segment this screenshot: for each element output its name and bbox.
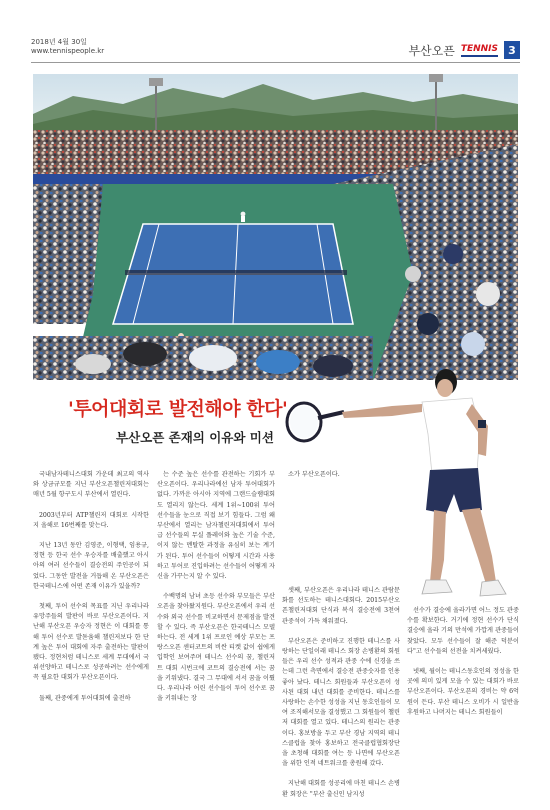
stadium-illustration (33, 74, 518, 380)
paragraph: 지난해 대회를 성공리에 마친 테니스 손병환 회장은 "부산 출신인 남지성 (282, 780, 400, 798)
paragraph: 셋째, 부산오픈은 우리나라 테니스 관람문화를 선도하는 테니스대회다. 2015부산오픈챌린저대회 단식과 복식 결승전에 3천여 관중석이 가득 채워졌다. (282, 587, 400, 625)
paragraph: 넷째, 월이는 테니스동호인의 정성을 한곳에 의미 있게 모을 수 있는 대회가 바로 부산오픈이다. 부산오픈의 경비는 약 6억원이 든다. 부산 테니스 오비가 시 일반을 후원하고 나머지는 테니스 회원들이 (407, 668, 519, 716)
paragraph: 소가 부산오픈이다. (288, 471, 340, 478)
paragraph: 국내남자테니스대회 가운데 최고의 역사와 상금규모를 지닌 부산오픈챌린저대회는 매년 5월 항구도시 부산에서 열린다. (33, 471, 149, 499)
paragraph: 2003년부터 ATP챌린저 대회로 시작한 지 올해로 16번째를 맞는다. (33, 511, 149, 529)
stadium-photo (33, 74, 518, 380)
article-column-3 (282, 586, 400, 810)
paragraph: 는 수준 높은 선수를 관전하는 기회가 부산오픈이다. 우리나라에선 남자 투어대회가 없다. 가까운 아시아 지역에 그랜드슬램대회도 열리지 않는다. 세계 1위~100위 투어 선수들을 눈으로 직접 보기 힘들다. 그럼 왜 부산에서 열리는 남자챌린저대회에서 투어급 선수들의 무실 플레이와 높은 기술 수준, 이지 않는 멘탈한 과정을 유심히 보는 계기가 된다. 투어 선수들이 어떻게 시간과 사용하고 투어로 진입하려는 선수들이 어떻게 자신을 가꾸는지 알 수 있다. (157, 471, 275, 581)
paragraph: 선수가 결승에 올라가면 어느 정도 관중 수를 확보한다. 거기에 정현 선수가 단식 결승에 올라 기의 만석에 가깝게 관중들이 찾았다. 모두 선수들이 잘 해준 덕분이다"고 선수들의 선전을 치켜세웠다. (407, 607, 519, 655)
website-url[interactable]: www.tennispeople.kr (31, 47, 105, 55)
header-divider (31, 62, 520, 63)
paragraph: 첫째, 투어 선수의 목표를 지닌 우리나라 유망주들의 발판이 바로 부산오픈이다. 지난해 부산오픈 우승자 정현은 이 대회를 통해 투어 선수로 발돋움해 챌린저보다 한 단계 높은 투어 대회에 자주 출전하는 발판이 됐다. 정현처럼 테니스로 세계 무대에서 국위선양하고 테니스로 성공하려는 선수에게 꼭 필요한 대회가 부산오픈이다. (33, 603, 149, 682)
article-headline: '투어대회로 발전해야 한다' (68, 398, 288, 420)
article-column-4 (407, 606, 519, 728)
issue-date: 2018년 4월 30일 (31, 38, 87, 46)
header-section (408, 40, 520, 60)
paragraph: 둘째, 관중에게 투어대회에 출전하 (39, 694, 131, 702)
header-meta (31, 38, 104, 56)
article-subheadline: 부산오픈 존재의 이유와 미션 (116, 430, 274, 445)
article-column-2 (157, 470, 275, 714)
page-number-badge: 3 (504, 41, 520, 59)
article-column-3-top (282, 470, 400, 490)
paragraph: 수백명의 남녀 초등 선수와 부모들은 부산오픈을 찾아왔지원다. 부산오픈에서 우리 선수와 외국 선수를 비교하면서 문제점을 발견할 수 있다. 즉 부산오픈은 한국테니스 모델하는다. 전 세계 1위 프로인 예상 부모는 프랑스오픈 센터코트의 비싼 티켓 값이 쉽에게 입학인 보여주며 테니스 선수의 꿈, 챌린저트 대회 시번크에 코트의 결승전에 서는 꿈을 키워냈다. 결국 그 무대에 서서 꿈을 이뤘다. 우리나라 어린 선수들이 투어 선수로 꿈을 키워내는 장 (157, 593, 275, 703)
paragraph: 지난 13년 동안 김영준, 이형택, 임용규, 정현 등 한국 선수 우승자를 배출했고 아시아의 여러 선수들이 결승전의 주인공이 되었다. 그동안 발전을 거듭해 온 부산오픈은 한국테니스에 어떤 존재 이유가 있을까? (33, 542, 149, 590)
article-column-1 (33, 470, 149, 714)
brand-logo: TENNIS (461, 44, 498, 57)
section-name: 부산오픈 (408, 43, 455, 58)
paragraph: 부산오픈은 준비하고 진행한 테니스를 사랑하는 단일이래 테니스 회장 손병환의 회원들은 우리 선수 성적과 관중 수에 신경을 쓰는데 그런 측면에서 결승전 관중숫자를 인용 좋아 났다. 테니스 회원들과 부산오픈이 성사된 대회 내년 대회를 준비한다. 테니스를 사랑하는 손수한 성성을 지닌 동호인들이 모여 조직해서모을 결성했고 그 회원들이 챌린저 대회를 열고 있다. 테니스의 원리는 관중이다. 홍보방을 두고 부산 경남 지역의 테니스클럽을 찾아 홍보하고 전국클럽협회장단을 초청해 대회를 여는 등 나면에 부산오픈을 위한 인적 네트워크를 총원해 갔다. (282, 637, 400, 768)
page-header (31, 38, 520, 66)
